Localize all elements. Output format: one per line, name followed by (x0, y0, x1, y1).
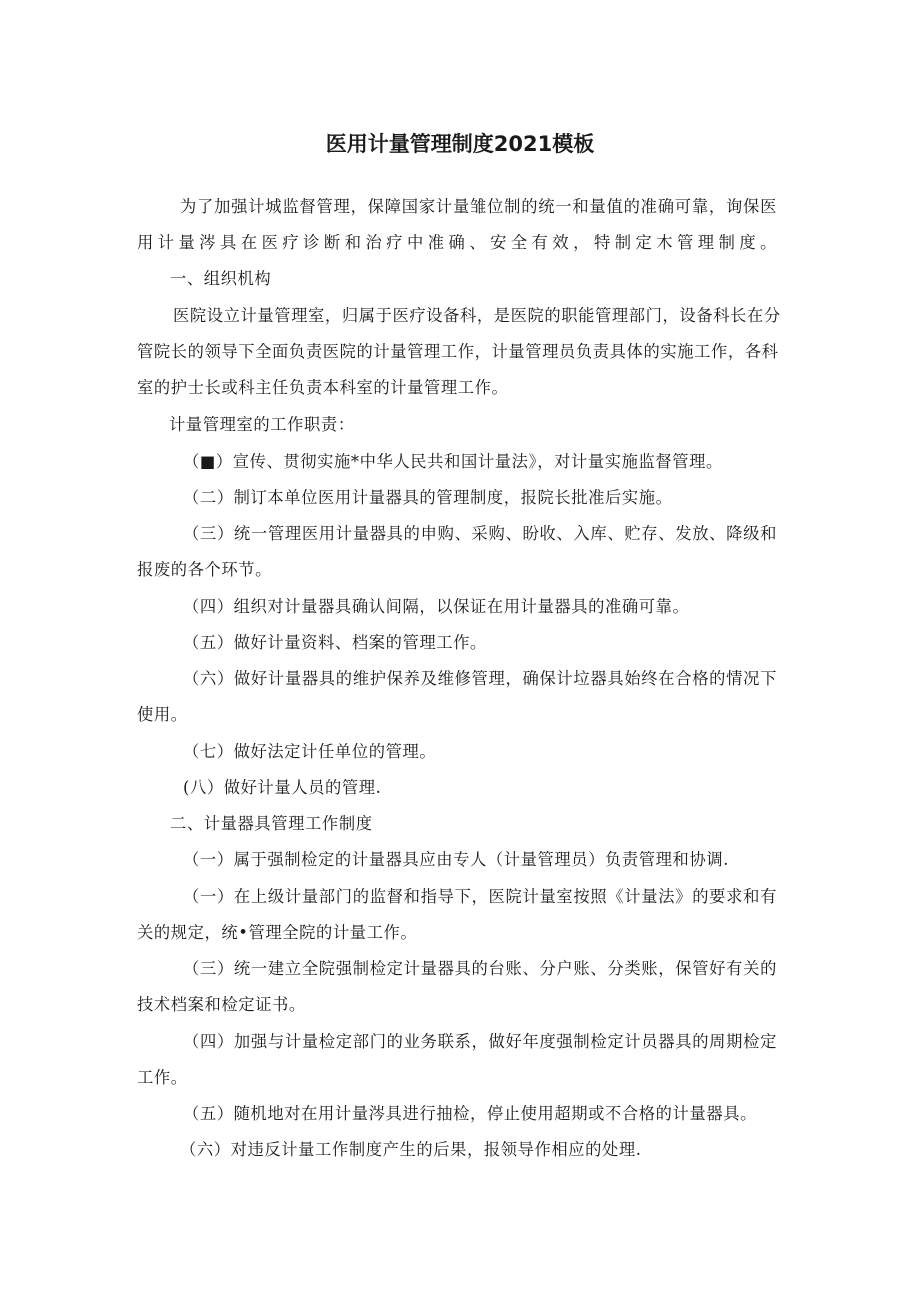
list-item: （三）统一管理医用计量器具的申购、采购、盼收、入库、贮存、发放、降级和 (183, 524, 777, 543)
paragraph-line: 室的护士长或科主任负责本科室的计量管理工作。 (137, 378, 509, 397)
paragraph-line: 用计量涔具在医疗诊断和治疗中准确、安全有效，特制定木管理制度。 (137, 233, 777, 252)
list-item-continuation: 报废的各个环节。 (137, 560, 273, 579)
list-item-continuation: 技术档案和检定证书。 (137, 995, 306, 1014)
list-item: （四）加强与计量检定部门的业务联系，做好年度强制检定计员器具的周期检定 (183, 1032, 777, 1051)
list-item: （七）做好法定计任单位的管理。 (183, 742, 437, 761)
paragraph-line: 为了加强计城监督管理，保障国家计量雏位制的统一和量值的准确可靠，询保医 (180, 197, 777, 216)
list-item: （六）做好计量器具的维护保养及维修管理，确保计垃器具始终在合格的情况下 (183, 669, 777, 688)
list-item: （■）宣传、贯彻实施*中华人民共和国计量法》，对计量实施监督管理。 (183, 452, 723, 471)
list-item: （五）做好计量资料、档案的管理工作。 (183, 633, 487, 652)
list-item: （一）在上级计量部门的监督和指导下，医院计量室按照《计量法》的要求和有 (183, 887, 777, 906)
list-item: （一）属于强制检定的计量器具应由专人（计量管理员）负责管理和协调. (183, 850, 729, 869)
list-item-continuation: 使用。 (137, 705, 188, 724)
list-item: （二）制订本单位医用计量器具的管理制度，报院长批准后实施。 (183, 488, 673, 507)
list-item: (八）做好计量人员的管理. (183, 778, 382, 797)
list-item: （六）对违反计量工作制度产生的后果，报领导作相应的处理. (180, 1140, 642, 1159)
paragraph-line: 计量管理室的工作职责： (169, 415, 355, 434)
section-heading: 一、组织机构 (170, 269, 272, 288)
list-item: （五）随机地对在用计量涔具进行抽检，停止使用超期或不合格的计量器具。 (183, 1104, 757, 1123)
document-title: 医用计量管理制度2021模板 (325, 132, 595, 156)
list-item-continuation: 工作。 (137, 1068, 188, 1087)
list-item: （三）统一建立全院强制检定计量器具的台账、分户账、分类账，保管好有关的 (183, 959, 777, 978)
list-item-continuation: 关的规定，统•管理全院的计量工作。 (137, 923, 418, 942)
paragraph-line: 管院长的领导下全面负责医院的计量管理工作，计量管理员负责具体的实施工作，各科 (137, 342, 779, 361)
paragraph-line: 医院设立计量管理室，归属于医疗设备科，是医院的职能管理部门，设备科长在分 (173, 306, 781, 325)
section-heading: 二、计量器具管理工作制度 (170, 814, 373, 833)
list-item: （四）组织对计量器具确认间隔，以保证在用计量器具的准确可靠。 (183, 597, 690, 616)
